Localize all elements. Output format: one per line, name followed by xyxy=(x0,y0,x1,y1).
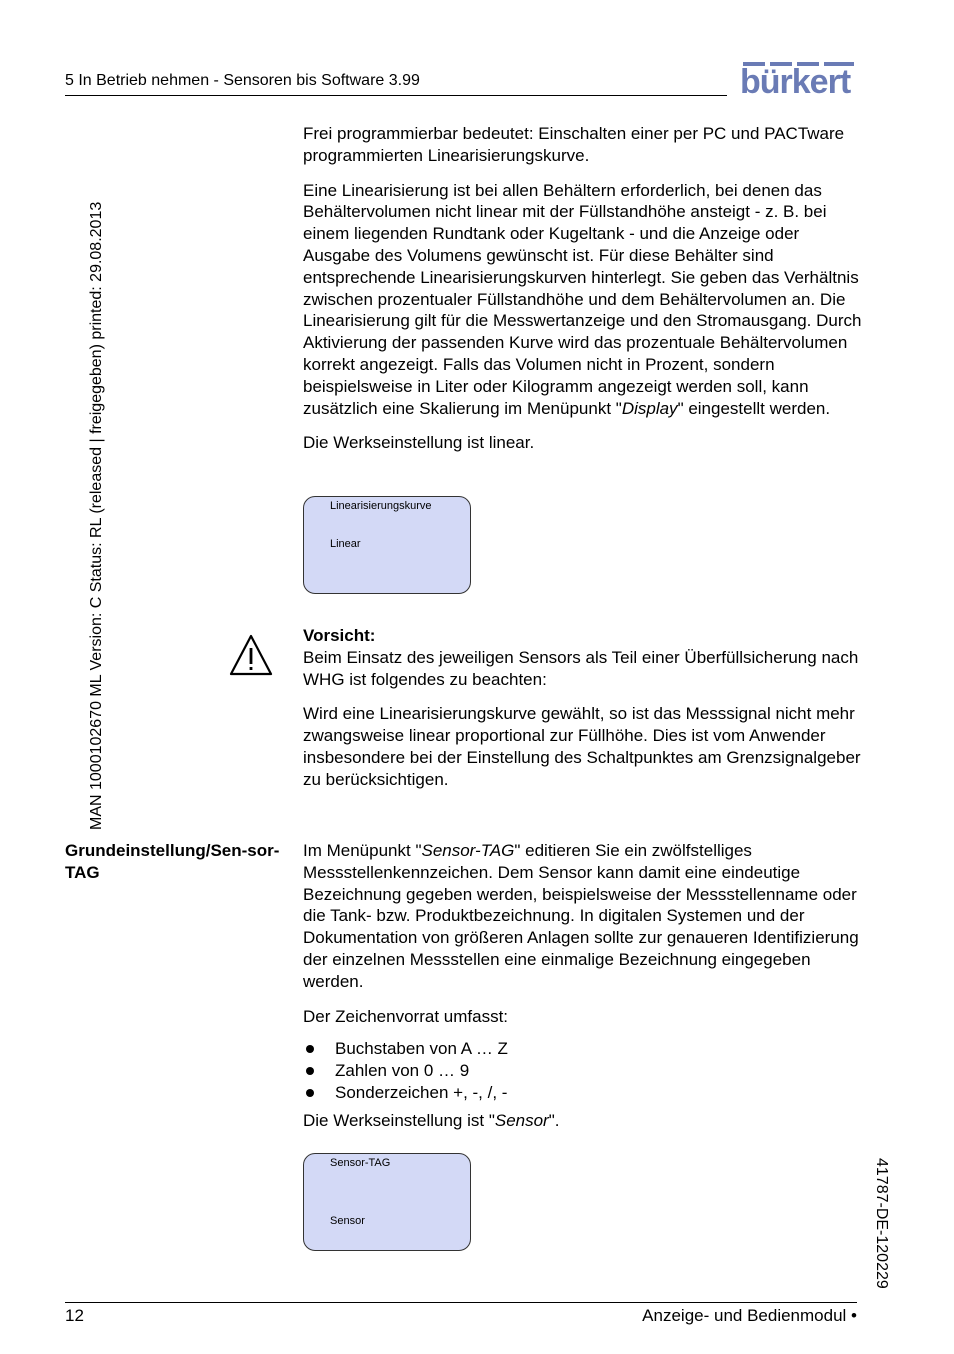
bullet-icon xyxy=(306,1045,314,1053)
section-paragraph-1-emphasis: Sensor-TAG xyxy=(421,841,515,860)
display-line-2: Linear xyxy=(330,538,361,550)
side-print-info: MAN 1000102670 ML Version: C Status: RL (released | freigegeben) printed: 29.08.2013 xyxy=(88,201,105,830)
list-item-text: Zahlen von 0 … 9 xyxy=(335,1061,470,1080)
character-set-list xyxy=(303,1038,508,1104)
display-line-2: Sensor xyxy=(330,1215,365,1227)
warning-title: Vorsicht: xyxy=(303,626,376,645)
section-text-block xyxy=(303,840,863,1027)
bullet-icon xyxy=(306,1089,314,1097)
display-line-1: Sensor-TAG xyxy=(330,1157,391,1169)
footer-title: Anzeige- und Bedienmodul • xyxy=(642,1306,857,1325)
paragraph-1: Frei programmierbar bedeutet: Einschalten einer per PC und PACTware programmierten Linearisierungskurve. xyxy=(303,124,845,165)
section-paragraph-1 xyxy=(303,840,863,993)
section-paragraph-2: Der Zeichenvorrat umfasst: xyxy=(303,1006,509,1026)
paragraph-2-text: Eine Linearisierung ist bei allen Behältern erforderlich, bei denen das Behältervolumen nicht linear mit der Füllstandhöhe ansteigt - z. B. bei einem liegenden Rundtank oder Kugeltank - und die Anzeige oder Ausgabe des Volumens gewünscht ist. Für diese Behälter sind entsprechende Linearisierungskurven hinterlegt. Sie geben das Verhältnis zwischen prozentualer Füllstandhöhe und dem Behältervolumen an. Die Linearisierung gilt für die Messwertanzeige und den Stromausgang. Durch Aktivierung der passenden Kurve wird das prozentuale Behältervolumen korrekt angezeigt. Falls das Volumen nicht in Prozent, sondern beispielsweise in Liter oder Kilogramm angezeigt werden soll, kann zusätzlich eine Skalierung im Menüpunkt " xyxy=(303,180,862,418)
bullet-icon xyxy=(306,1067,314,1075)
section-paragraph-1-end: " editieren Sie ein zwölfstelliges Messstellenkennzeichen. Dem Sensor kann damit eine eindeutige Bezeichnung gegeben werden, beispielsweise der Messstellenname oder die Tank- bzw. Produktbezeichnung. In digitalen Systemen und der Dokumentation von größeren Anlagen sollte zur genaueren Identifizierung der einzelnen Messstellen eine einmalige Bezeichnung eingegeben werden. xyxy=(303,841,859,991)
running-header: 5 In Betrieb nehmen - Sensoren bis Software 3.99 xyxy=(65,72,420,89)
page-number: 12 xyxy=(65,1306,84,1325)
list-item xyxy=(303,1038,508,1060)
warning-triangle-icon xyxy=(229,634,273,676)
list-item xyxy=(303,1060,508,1082)
side-doc-number: 41787-DE-120229 xyxy=(873,1158,890,1289)
display-linearisation xyxy=(303,496,471,594)
logo-text: bürkert xyxy=(740,63,851,101)
section-paragraph-3-text: Die Werkseinstellung ist " xyxy=(303,1111,495,1130)
header-rule xyxy=(65,95,727,96)
section-paragraph-3-emphasis: Sensor xyxy=(494,1111,549,1130)
burkert-logo xyxy=(740,62,858,102)
warning-paragraph-2: Wird eine Linearisierungskurve gewählt, so ist das Messsignal nicht mehr zwangsweise linear proportional zur Füllhöhe. Dies ist vom Anwender insbesondere bei der Einstellung des Schaltpunktes am Grenzsignalgeber zu berücksichtigen. xyxy=(303,704,861,789)
section-paragraph-3 xyxy=(303,1110,863,1132)
list-item-text: Buchstaben von A … Z xyxy=(335,1039,508,1058)
display-sensor-tag xyxy=(303,1153,471,1251)
list-item xyxy=(303,1082,508,1104)
footer-rule xyxy=(65,1302,857,1303)
paragraph-2-end: " eingestellt werden. xyxy=(677,398,831,418)
body-text-block xyxy=(303,123,863,454)
section-paragraph-3-end: ". xyxy=(548,1111,560,1130)
paragraph-2 xyxy=(303,180,863,420)
section-closing xyxy=(303,1110,863,1132)
paragraph-3: Die Werkseinstellung ist linear. xyxy=(303,433,535,453)
list-item-text: Sonderzeichen +, -, /, - xyxy=(335,1083,508,1102)
display-line-1: Linearisierungskurve xyxy=(330,500,432,512)
section-paragraph-1-text: Im Menüpunkt " xyxy=(303,841,422,860)
warning-block xyxy=(303,625,863,791)
section-heading: Grundeinstellung/Sen-sor-TAG xyxy=(65,841,280,882)
paragraph-2-emphasis: Display xyxy=(621,398,678,418)
warning-paragraph-1: Beim Einsatz des jeweiligen Sensors als Teil einer Überfüllsicherung nach WHG ist folgendes zu beachten: xyxy=(303,647,859,689)
